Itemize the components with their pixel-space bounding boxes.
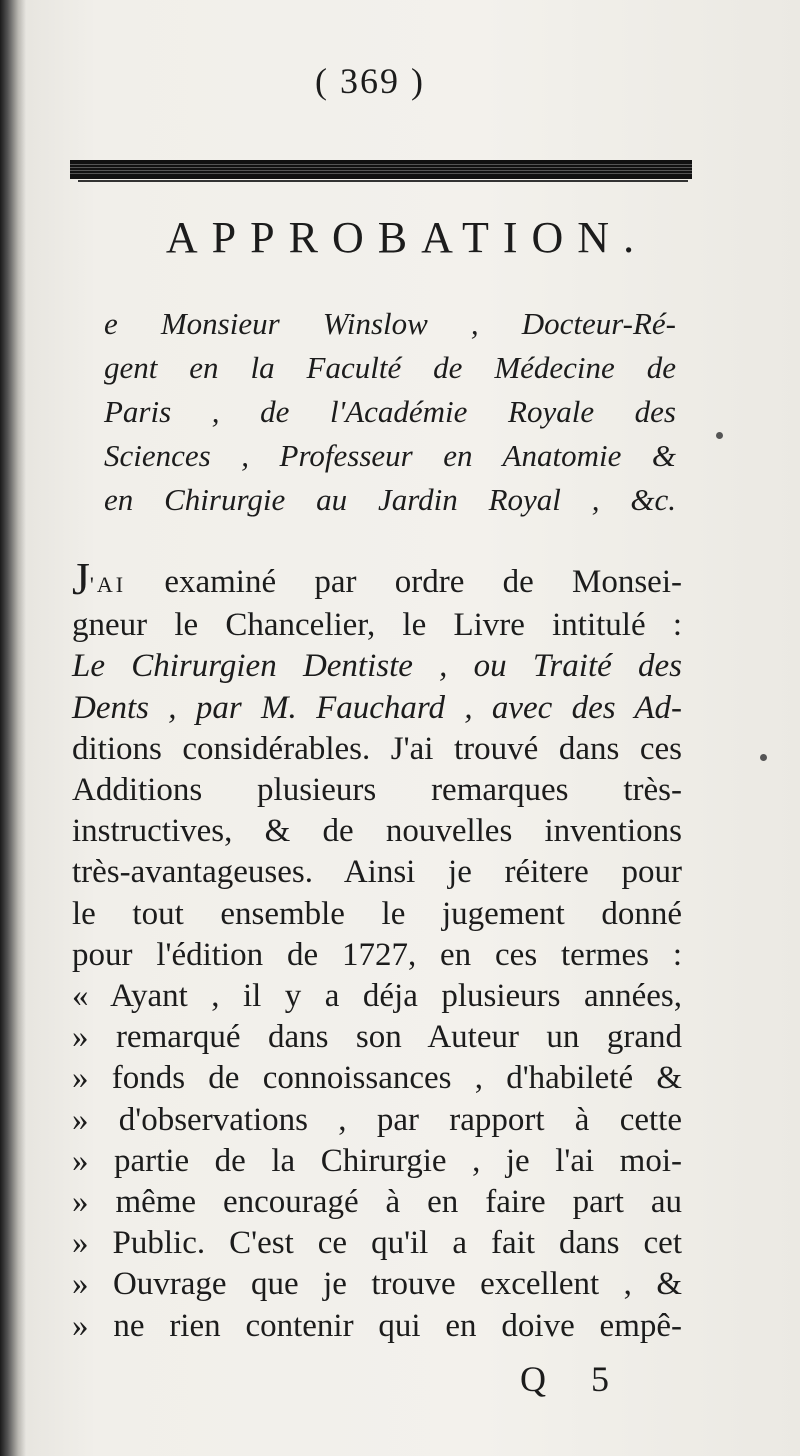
body-line: » remarqué dans son Auteur un grand [72,1019,682,1056]
body-line: ditions considérables. J'ai trouvé dans ces [72,730,682,767]
attribution-line: gent en la Faculté de Médecine de [104,350,676,385]
attribution-line: e Monsieur Winslow , Docteur-Ré- [104,306,676,341]
ink-speck [760,754,767,761]
body-line: Dents , par M. Fauchard , avec des Ad- [72,689,682,726]
small-caps-text: 'AI [89,572,127,597]
body-line: pour l'édition de 1727, en ces termes : [72,936,682,973]
drop-cap: J [72,553,90,604]
signature-mark: Q 5 [520,1359,627,1399]
body-line: » même encouragé à en faire part au [72,1184,682,1221]
attribution-line: en Chirurgie au Jardin Royal , &c. [104,482,676,517]
header-rule-thin [78,180,688,182]
body-line: » fonds de connoissances , d'habileté & [72,1060,682,1097]
body-line: » Ouvrage que je trouve excellent , & [72,1266,682,1303]
body-line: » ne rien contenir qui en doive empê- [72,1307,682,1344]
attribution-line: Sciences , Professeur en Anatomie & [104,438,676,473]
header-rule [70,160,692,179]
body-line: » d'observations , par rapport à cette [72,1101,682,1138]
body-line: très-avantageuses. Ainsi je réitere pour [72,854,682,891]
body-line [72,553,682,605]
approbation-attribution [104,302,676,522]
body-line: » Public. C'est ce qu'il a fait dans cet [72,1225,682,1262]
approbation-body [72,553,682,1347]
body-line: instructives, & de nouvelles inventions [72,813,682,850]
page-number: ( 369 ) [315,61,425,101]
body-line: Le Chirurgien Dentiste , ou Traité des [72,648,682,685]
attribution-line: Paris , de l'Académie Royale des [104,394,676,429]
body-line: Additions plusieurs remarques très- [72,772,682,809]
body-line: » partie de la Chirurgie , je l'ai moi- [72,1142,682,1179]
body-line-text: examiné par ordre de Monsei- [126,564,682,600]
section-title: APPROBATION. [165,213,649,262]
body-line: gneur le Chancelier, le Livre intitulé : [72,607,682,644]
body-line: le tout ensemble le jugement donné [72,895,682,932]
ink-speck [716,432,723,439]
body-line: « Ayant , il y a déja plusieurs années, [72,978,682,1015]
